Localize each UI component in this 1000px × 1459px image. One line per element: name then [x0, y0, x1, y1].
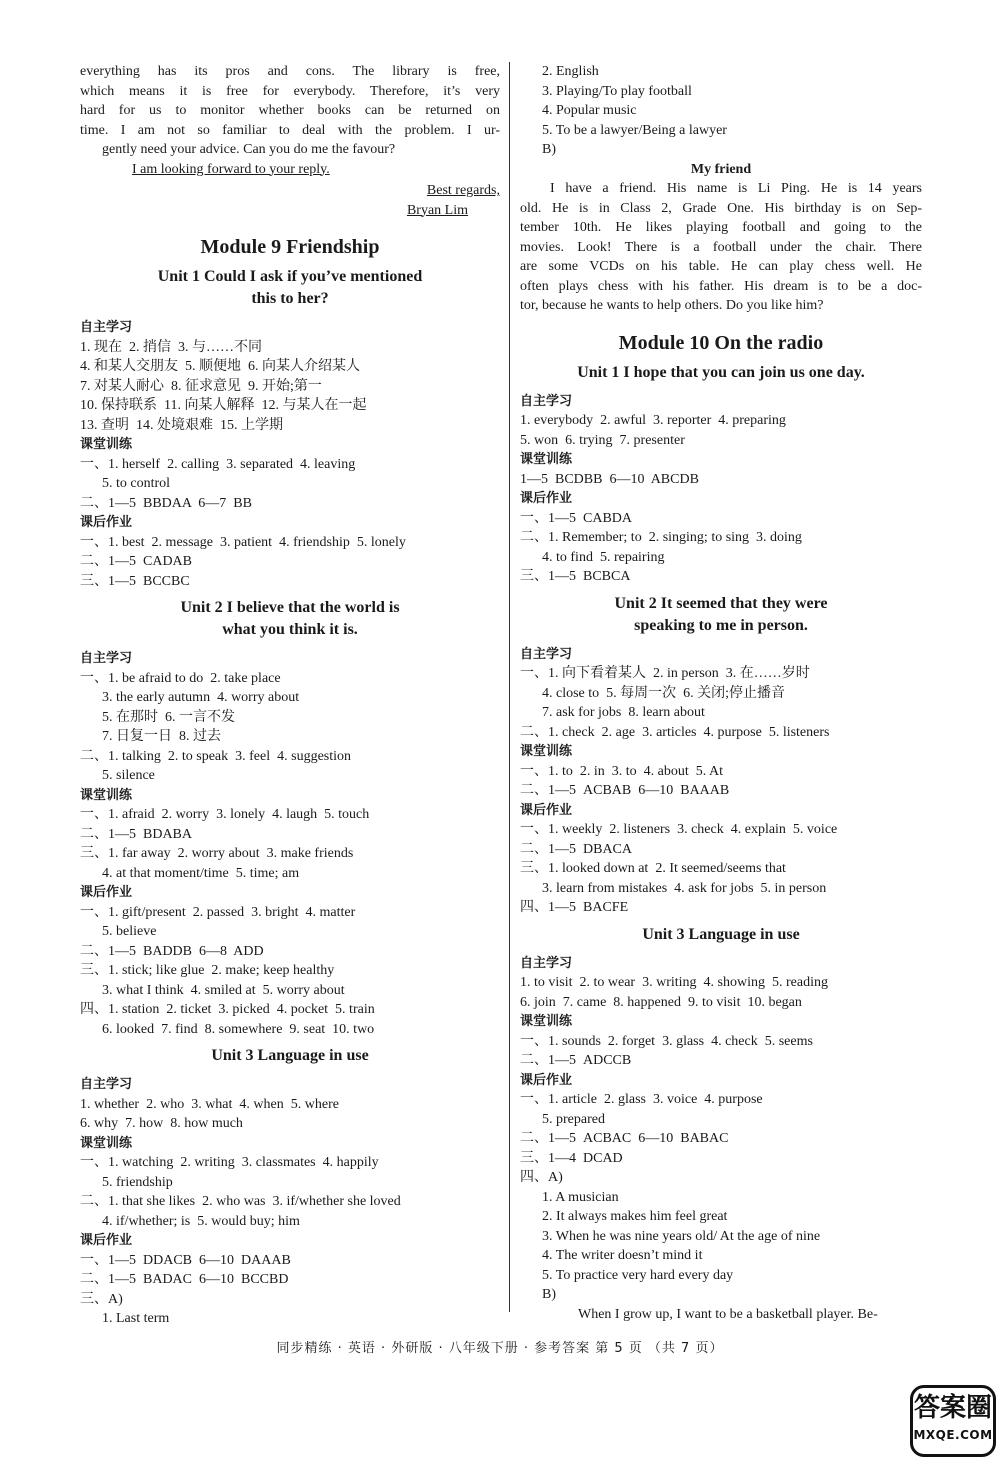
answer-line: 3. Playing/To play football: [542, 83, 692, 99]
answer-line: 4. 和某人交朋友 5. 顺便地 6. 向某人介绍某人: [80, 359, 360, 374]
answer-line: 1. Last term: [102, 1311, 170, 1326]
title-line: Unit 2 I believe that the world is: [180, 599, 400, 616]
section-heading: 课堂训练: [80, 1135, 133, 1151]
section-heading: 课后作业: [80, 1233, 133, 1248]
answer-line: 4. at that moment/time 5. time; am: [102, 865, 300, 881]
answer-line: 二、1—5 BADAC 6—10 BCCBD: [80, 1272, 289, 1287]
essay-line: are some VCDs on his table. He can play chess well. He: [520, 259, 922, 274]
section-heading: 课堂训练: [520, 452, 573, 467]
answer-line: 二、1—5 ACBAC 6—10 BABAC: [520, 1131, 729, 1146]
title-line: this to her?: [251, 290, 329, 307]
right-column: [520, 62, 922, 1324]
title-line: speaking to me in person.: [634, 616, 808, 634]
answer-line: 二、1. Remember; to 2. singing; to sing 3. doing: [520, 530, 802, 545]
answer-line: 4. to find 5. repairing: [542, 549, 665, 565]
answer-line: 1. everybody 2. awful 3. reporter 4. preparing: [520, 413, 786, 428]
answer-line: 二、1—5 BADDB 6—8 ADD: [80, 943, 264, 959]
title-line: what you think it is.: [222, 621, 358, 638]
answer-line: 四、1. station 2. ticket 3. picked 4. pocket 5. train: [80, 1002, 375, 1017]
watermark-text: 答案圈: [913, 1393, 992, 1423]
left-column: [80, 62, 500, 1329]
answer-line: 4. The writer doesn’t mind it: [542, 1248, 703, 1263]
letter-line: hard for us to monitor whether books can be returned on: [80, 103, 500, 118]
answer-line: 7. 对某人耐心 8. 征求意见 9. 开始;第一: [80, 378, 322, 394]
answer-line: 6. join 7. came 8. happened 9. to visit 10. began: [520, 994, 802, 1010]
section-heading: 课堂训练: [80, 787, 133, 803]
essay-line: I have a friend. His name is Li Ping. He is 14 years: [550, 181, 922, 196]
section-heading: 课后作业: [520, 491, 573, 506]
section-heading: 课堂训练: [520, 744, 573, 759]
section-heading: 课堂训练: [80, 437, 133, 452]
m9-unit1-title: [80, 266, 500, 310]
answer-line: 4. Popular music: [542, 103, 637, 118]
m10-unit1-title: Unit 1 I hope that you can join us one day.: [577, 363, 865, 381]
answer-line: 一、1. gift/present 2. passed 3. bright 4. matter: [80, 904, 356, 920]
essay-line: old. He is in Class 2, Grade One. His birthday is on Sep-: [520, 200, 922, 216]
answer-line: 一、1. 向下看着某人 2. in person 3. 在……岁时: [520, 666, 810, 681]
section-heading: 自主学习: [80, 1077, 133, 1092]
answer-line: 二、1. talking 2. to speak 3. feel 4. suggestion: [80, 748, 352, 764]
answer-line: 二、1—5 ADCCB: [520, 1053, 632, 1068]
answer-line: 二、1—5 ACBAB 6—10 BAAAB: [520, 783, 730, 798]
section-heading: 自主学习: [520, 646, 573, 662]
section-heading: 课后作业: [520, 1072, 573, 1088]
essay-line: often plays chess with his father. His dream is to be a doc-: [520, 278, 922, 294]
answer-line: 二、1—5 BDABA: [80, 826, 193, 842]
answer-line: B): [542, 142, 556, 157]
essay-body: [520, 179, 922, 316]
answer-line: 7. ask for jobs 8. learn about: [542, 705, 705, 720]
section-heading: 自主学习: [520, 393, 573, 409]
answer-line: 3. the early autumn 4. worry about: [102, 690, 300, 705]
page-footer: 同步精练 · 英语 · 外研版 · 八年级下册 · 参考答案 第 5 页 （共 7 页）: [276, 1341, 724, 1356]
answer-line: 三、1. far away 2. worry about 3. make friends: [80, 846, 354, 861]
section-heading: 课后作业: [520, 802, 573, 818]
answer-line: 1. 现在 2. 捎信 3. 与……不同: [80, 339, 262, 355]
answer-line: 4. if/whether; is 5. would buy; him: [102, 1213, 300, 1229]
answer-line: 5. 在那时 6. 一言不发: [102, 709, 235, 725]
answer-line: 2. It always makes him feel great: [542, 1209, 728, 1224]
answer-line: 一、1. watching 2. writing 3. classmates 4. happily: [80, 1155, 379, 1170]
watermark-url: MXQE.COM: [913, 1428, 993, 1442]
letter-line: which means it is free for everybody. Therefore, it’s very: [80, 83, 500, 99]
essay-title: My friend: [690, 161, 752, 177]
answer-line: 1. A musician: [542, 1189, 619, 1205]
answer-line: 一、1. herself 2. calling 3. separated 4. leaving: [80, 456, 356, 472]
answer-line: 二、1. that she likes 2. who was 3. if/whether she loved: [80, 1194, 401, 1209]
answer-line: 10. 保持联系 11. 向某人解释 12. 与某人在一起: [80, 398, 367, 413]
answer-line: 1. whether 2. who 3. what 4. when 5. where: [80, 1096, 339, 1112]
answer-line: 一、1—5 DDACB 6—10 DAAAB: [80, 1252, 291, 1268]
letter-regards: Best regards,: [426, 183, 500, 198]
m9-unit3-title: Unit 3 Language in use: [211, 1047, 369, 1064]
answer-line: When I grow up, I want to be a basketball player. Be-: [578, 1306, 878, 1322]
section-heading: 课后作业: [80, 885, 133, 900]
answer-line: 2. English: [542, 64, 599, 79]
answer-line: 3. what I think 4. smiled at 5. worry about: [102, 982, 345, 998]
section-heading: 自主学习: [520, 955, 573, 971]
answer-line: 5. won 6. trying 7. presenter: [520, 432, 685, 448]
answer-line: 13. 查明 14. 处境艰难 15. 上学期: [80, 417, 283, 433]
answer-line: 三、1—5 BCCBC: [80, 573, 190, 589]
answer-line: 一、1. sounds 2. forget 3. glass 4. check 5. seems: [520, 1033, 813, 1049]
answer-line: 四、1—5 BACFE: [520, 900, 629, 915]
answer-line: 7. 日复一日 8. 过去: [102, 729, 221, 744]
answer-line: 一、1. to 2. in 3. to 4. about 5. At: [520, 763, 723, 779]
answer-line: 二、1—5 BBDAA 6—7 BB: [80, 495, 252, 511]
answer-line: 5. believe: [102, 924, 157, 939]
answer-line: 二、1—5 DBACA: [520, 841, 633, 857]
answer-line: 一、1. article 2. glass 3. voice 4. purpose: [520, 1092, 763, 1107]
answer-line: 1—5 BCDBB 6—10 ABCDB: [520, 471, 699, 487]
essay-line: tor, because he wants to help others. Do you like him?: [520, 298, 824, 313]
letter-line: everything has its pros and cons. The library is free,: [80, 64, 500, 79]
letter-closing: I am looking forward to your reply.: [132, 161, 330, 177]
answer-line: 3. When he was nine years old/ At the age of nine: [542, 1228, 821, 1244]
answer-line: 一、1. afraid 2. worry 3. lonely 4. laugh 5. touch: [80, 807, 370, 822]
answer-line: 二、1. check 2. age 3. articles 4. purpose 5. listeners: [520, 724, 830, 740]
answer-line: 一、1. be afraid to do 2. take place: [80, 670, 281, 686]
answer-line: 一、1. weekly 2. listeners 3. check 4. explain 5. voice: [520, 822, 838, 837]
column-divider: [509, 62, 510, 1312]
letter-line: gently need your advice. Can you do me the favour?: [102, 142, 396, 157]
title-line: Unit 2 It seemed that they were: [614, 594, 828, 612]
section-heading: 自主学习: [80, 651, 133, 666]
answer-line: 三、1. looked down at 2. It seemed/seems that: [520, 861, 786, 876]
answer-line: 4. close to 5. 每周一次 6. 关闭;停止播音: [542, 685, 786, 701]
essay-line: movies. Look! There is a football under the chair. There: [520, 239, 922, 255]
letter-line: time. I am not so familiar to deal with the problem. I ur-: [80, 122, 500, 138]
letter-signature: Bryan Lim: [406, 202, 468, 218]
answer-line: 5. prepared: [542, 1111, 605, 1127]
answer-line: 三、A): [80, 1291, 123, 1307]
essay-line: tember 10th. He likes playing football and going to the: [520, 220, 922, 235]
section-heading: 课后作业: [80, 515, 133, 530]
answer-line: 5. To practice very hard every day: [542, 1267, 734, 1283]
m9-unit2-title: [80, 597, 500, 641]
answer-line: 三、1. stick; like glue 2. make; keep healthy: [80, 963, 335, 978]
answer-line: 5. silence: [102, 768, 155, 783]
answer-line: 5. friendship: [102, 1174, 173, 1190]
answer-line: 6. why 7. how 8. how much: [80, 1116, 243, 1131]
letter-body: [80, 62, 500, 220]
section-heading: 课堂训练: [520, 1014, 573, 1029]
answer-line: 6. looked 7. find 8. somewhere 9. seat 10. two: [102, 1021, 375, 1037]
answer-line: 一、1—5 CABDA: [520, 510, 633, 526]
answer-line: 三、1—5 BCBCA: [520, 569, 631, 584]
m10-unit2-title: [520, 593, 922, 637]
answer-line: 一、1. best 2. message 3. patient 4. friendship 5. lonely: [80, 534, 406, 550]
watermark-logo: [910, 1385, 996, 1457]
answer-line: 二、1—5 CADAB: [80, 554, 193, 569]
answer-line: 5. to control: [102, 476, 171, 491]
title-line: Unit 1 Could I ask if you’ve mentioned: [157, 268, 423, 285]
module-10-title: Module 10 On the radio: [618, 331, 824, 354]
module-9-title: Module 9 Friendship: [200, 236, 380, 258]
answer-line: 四、A): [520, 1170, 563, 1185]
answer-line: B): [542, 1287, 556, 1302]
answer-line: 三、1—4 DCAD: [520, 1150, 623, 1166]
m10-unit3-title: Unit 3 Language in use: [642, 925, 800, 943]
answer-line: 3. learn from mistakes 4. ask for jobs 5. in person: [542, 880, 827, 896]
answer-line: 1. to visit 2. to wear 3. writing 4. showing 5. reading: [520, 975, 828, 990]
answer-line: 5. To be a lawyer/Being a lawyer: [542, 122, 727, 138]
section-heading: 自主学习: [80, 320, 133, 335]
